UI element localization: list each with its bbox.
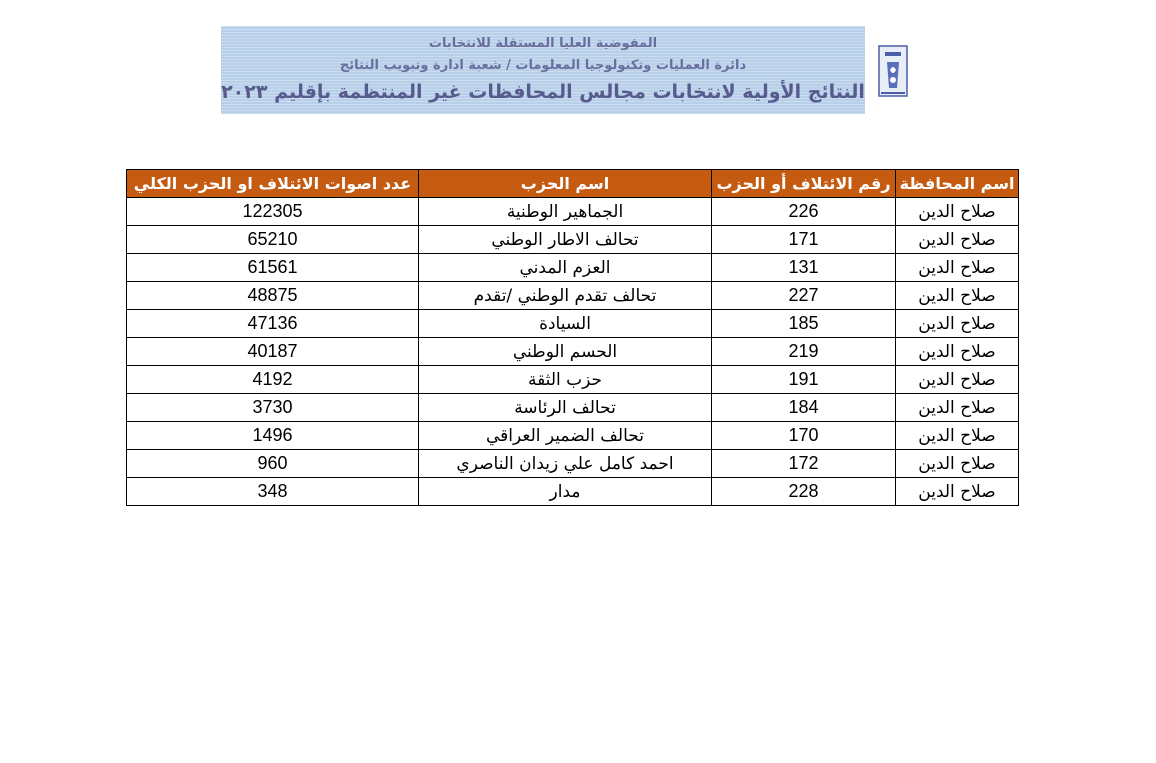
cell-number: 191 [712, 366, 896, 394]
cell-votes: 61561 [127, 254, 419, 282]
table-row [127, 366, 1019, 394]
cell-governorate: صلاح الدين [896, 254, 1019, 282]
cell-party: تحالف الضمير العراقي [419, 422, 712, 450]
cell-governorate: صلاح الدين [896, 366, 1019, 394]
cell-votes: 3730 [127, 394, 419, 422]
table-row [127, 254, 1019, 282]
cell-number: 171 [712, 226, 896, 254]
table-row [127, 478, 1019, 506]
cell-party: تحالف الرئاسة [419, 394, 712, 422]
cell-number: 185 [712, 310, 896, 338]
header-banner [221, 26, 921, 114]
cell-number: 219 [712, 338, 896, 366]
department-name: دائرة العمليات وتكنولوجيا المعلومات / شعبة ادارة وتبويب النتائج [339, 58, 747, 73]
col-header-votes: عدد اصوات الائتلاف او الحزب الكلي [127, 170, 419, 198]
cell-votes: 348 [127, 478, 419, 506]
cell-number: 131 [712, 254, 896, 282]
table-row [127, 226, 1019, 254]
cell-number: 184 [712, 394, 896, 422]
table-header-row [127, 170, 1019, 198]
cell-governorate: صلاح الدين [896, 226, 1019, 254]
cell-votes: 1496 [127, 422, 419, 450]
cell-party: العزم المدني [419, 254, 712, 282]
table-row [127, 422, 1019, 450]
table-row [127, 310, 1019, 338]
table-row [127, 394, 1019, 422]
cell-governorate: صلاح الدين [896, 198, 1019, 226]
cell-governorate: صلاح الدين [896, 310, 1019, 338]
cell-party: تحالف الاطار الوطني [419, 226, 712, 254]
banner-text [221, 26, 865, 114]
cell-votes: 40187 [127, 338, 419, 366]
cell-party: السيادة [419, 310, 712, 338]
cell-number: 228 [712, 478, 896, 506]
cell-party: مدار [419, 478, 712, 506]
table-row [127, 198, 1019, 226]
results-table [126, 169, 1019, 506]
cell-party: الجماهير الوطنية [419, 198, 712, 226]
table-row [127, 338, 1019, 366]
commission-name: المفوضية العليا المستقلة للانتخابات [428, 36, 658, 51]
cell-number: 170 [712, 422, 896, 450]
cell-party: حزب الثقة [419, 366, 712, 394]
cell-number: 172 [712, 450, 896, 478]
logo [865, 26, 921, 114]
cell-governorate: صلاح الدين [896, 422, 1019, 450]
cell-party: الحسم الوطني [419, 338, 712, 366]
cell-number: 226 [712, 198, 896, 226]
cell-votes: 4192 [127, 366, 419, 394]
ihec-ballot-box-icon [875, 40, 911, 100]
cell-votes: 960 [127, 450, 419, 478]
cell-party: احمد كامل علي زيدان الناصري [419, 450, 712, 478]
cell-party: تحالف تقدم الوطني /تقدم [419, 282, 712, 310]
cell-governorate: صلاح الدين [896, 394, 1019, 422]
cell-governorate: صلاح الدين [896, 478, 1019, 506]
table-row [127, 282, 1019, 310]
cell-votes: 65210 [127, 226, 419, 254]
cell-governorate: صلاح الدين [896, 282, 1019, 310]
cell-number: 227 [712, 282, 896, 310]
cell-votes: 47136 [127, 310, 419, 338]
table-row [127, 450, 1019, 478]
page-title: النتائج الأولية لانتخابات مجالس المحافظات غير المنتظمة بإقليم ٢٠٢٣ [221, 81, 865, 103]
cell-votes: 48875 [127, 282, 419, 310]
cell-governorate: صلاح الدين [896, 338, 1019, 366]
col-header-party: اسم الحزب [419, 170, 712, 198]
cell-governorate: صلاح الدين [896, 450, 1019, 478]
col-header-number: رقم الائتلاف أو الحزب [712, 170, 896, 198]
cell-votes: 122305 [127, 198, 419, 226]
col-header-governorate: اسم المحافظة [896, 170, 1019, 198]
